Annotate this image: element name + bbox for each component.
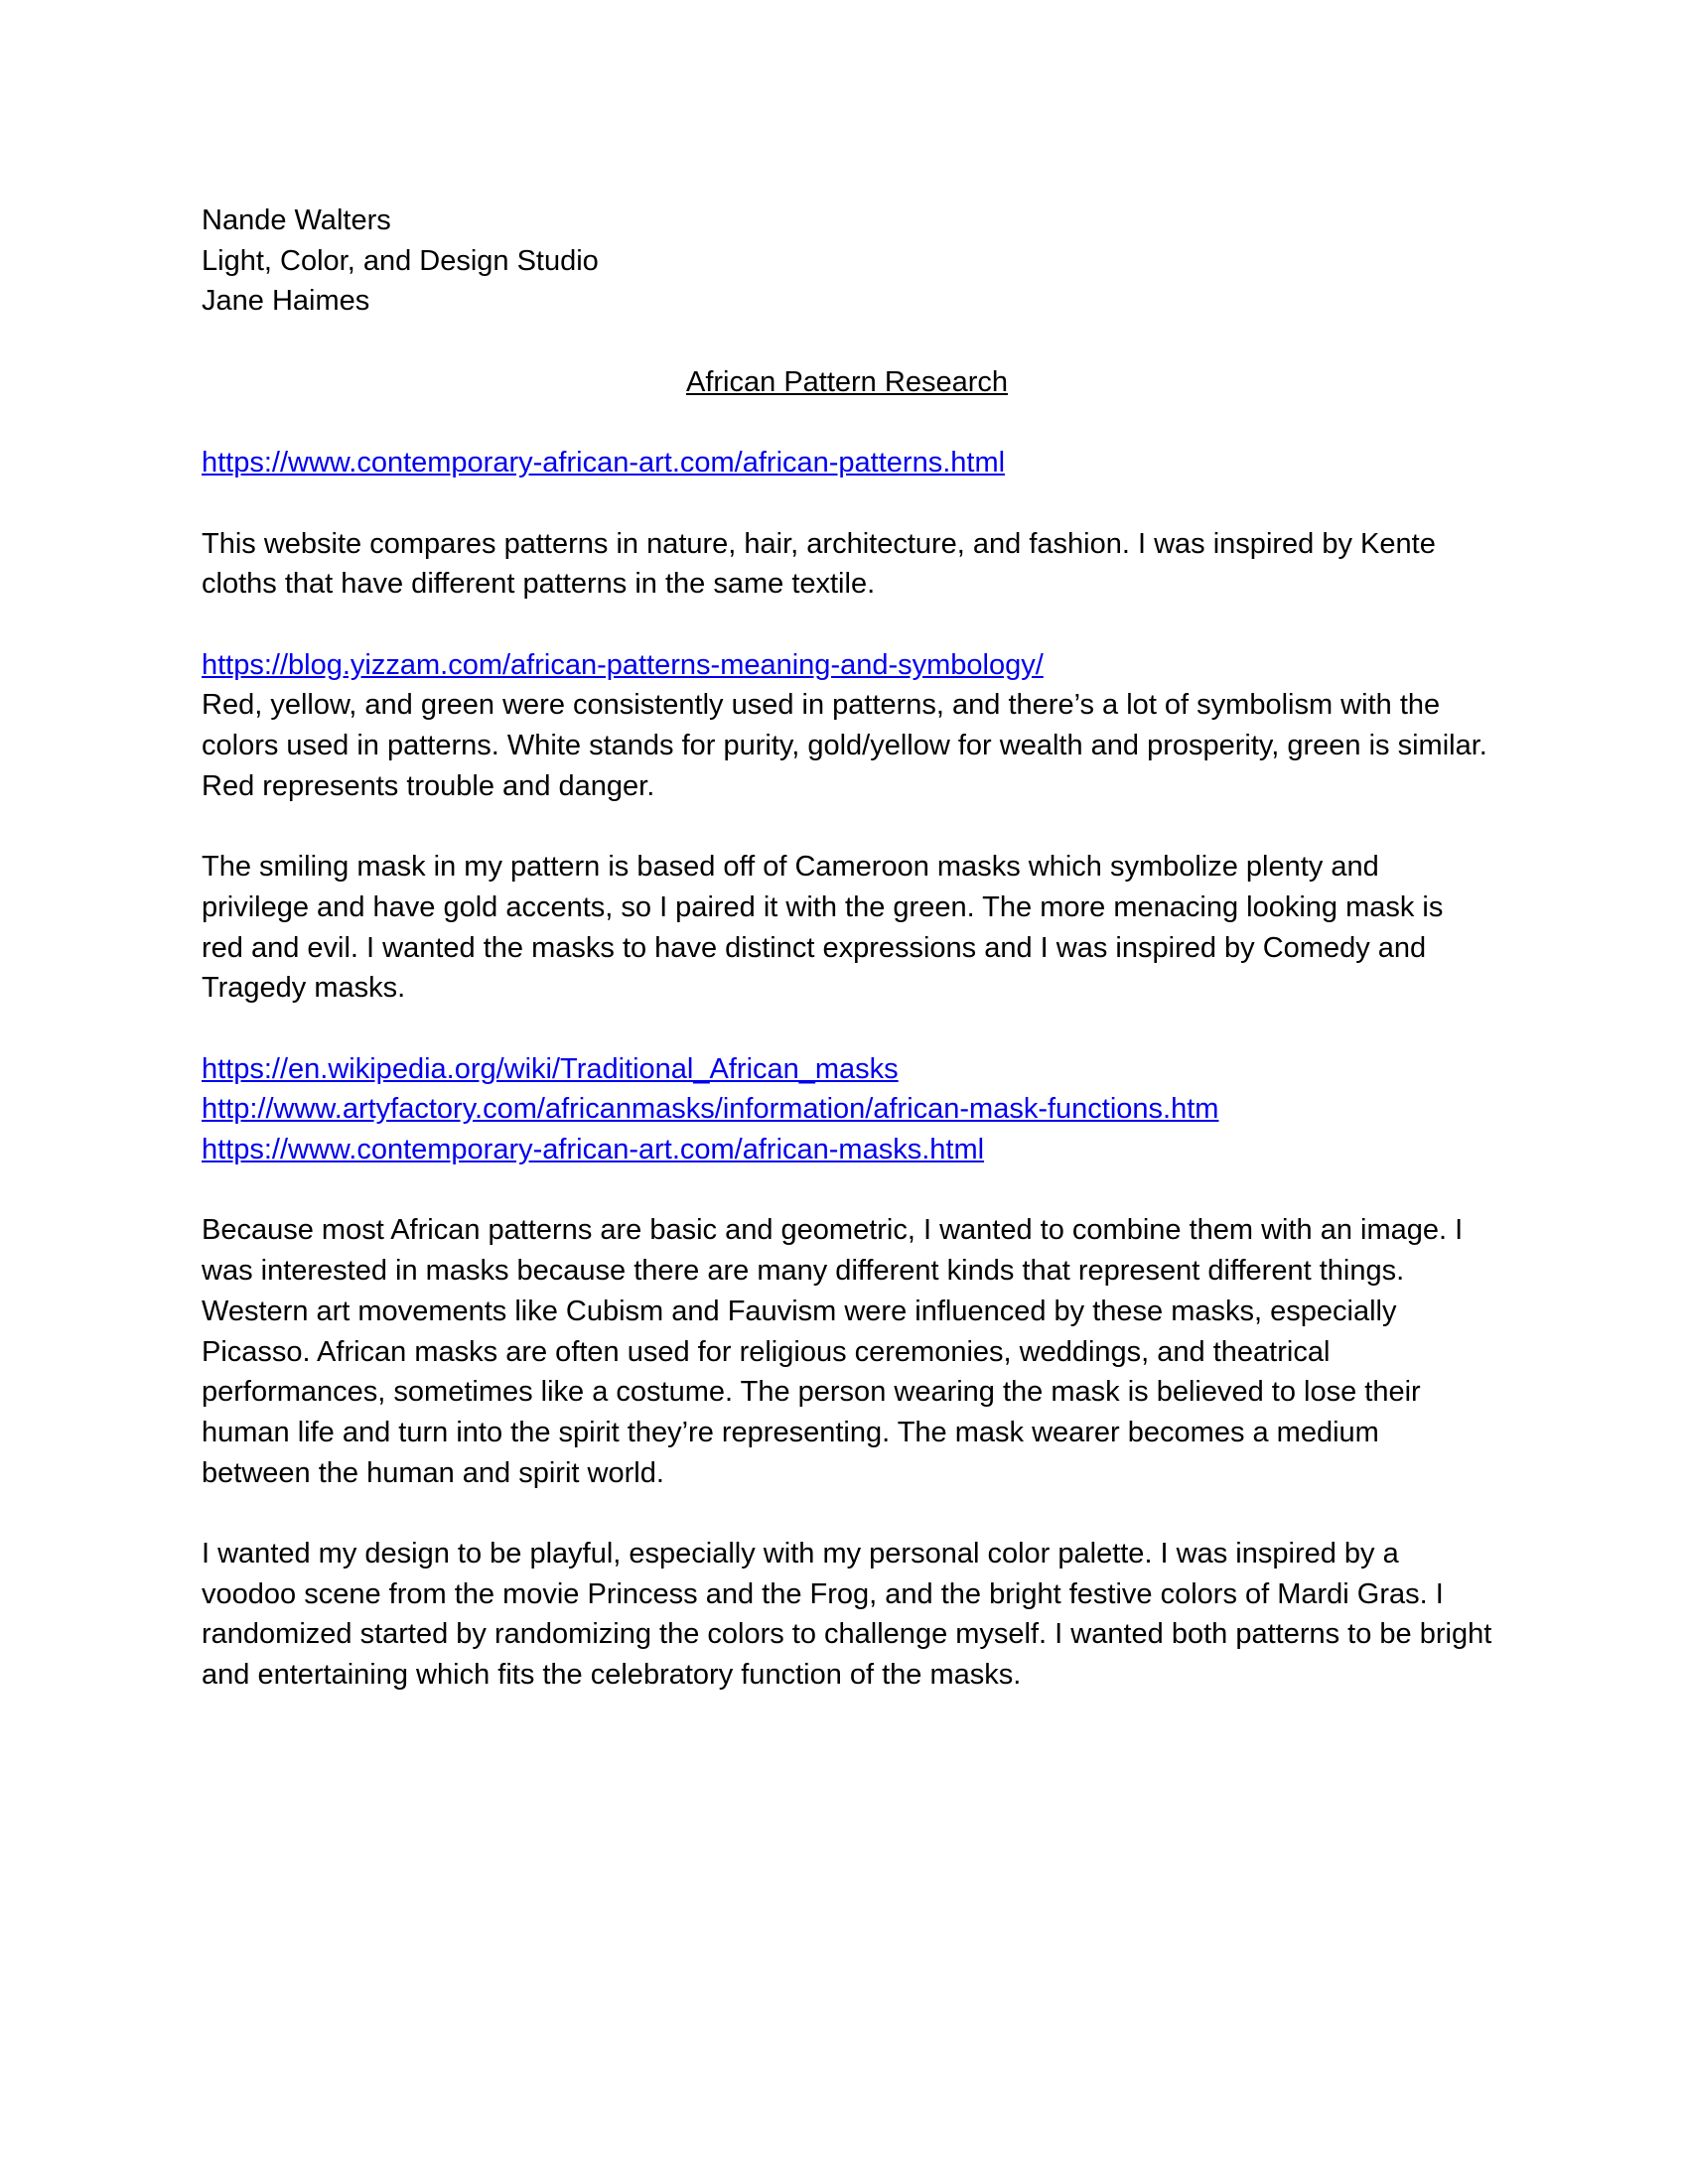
author-name: Nande Walters [202,205,391,236]
paragraph-design-playful: I wanted my design to be playful, especially with my personal color palette. I was inspired by a voodoo scene from the movie Princess and the Frog, and the bright festive colors of Mardi Gras. I randomized started by randomizing the colors to challenge myself. I wanted both patterns to be bright and entertaining which fits the celebratory function of the masks. [202,1538,1492,1692]
link-african-masks[interactable]: https://www.contemporary-african-art.com/african-masks.html [202,1134,985,1166]
link-artyfactory-masks[interactable]: http://www.artyfactory.com/africanmasks/information/african-mask-functions.htm [202,1093,1219,1126]
spacer [202,605,1492,645]
document-body [202,201,1492,1696]
spacer [202,483,1492,524]
instructor-name: Jane Haimes [202,285,370,318]
document-title-text: African Pattern Research [686,365,1008,398]
course-name: Light, Color, and Design Studio [202,244,599,277]
link-african-patterns[interactable]: https://www.contemporary-african-art.com/african-patterns.html [202,447,1006,479]
document-title [202,362,1492,403]
paragraph-color-symbolism: Red, yellow, and green were consistently used in patterns, and there’s a lot of symbolism with the colors used in patterns. White stands for purity, gold/yellow for wealth and prosperity, green is similar. Red represents trouble and danger. [202,689,1487,802]
spacer [202,806,1492,847]
link-yizzam-symbology[interactable]: https://blog.yizzam.com/african-patterns-meaning-and-symbology/ [202,648,1044,681]
header-block [202,201,1492,322]
link-wikipedia-masks[interactable]: https://en.wikipedia.org/wiki/Traditional_African_masks [202,1052,899,1085]
paragraph-masks-expressions: The smiling mask in my pattern is based off of Cameroon masks which symbolize plenty and privilege and have gold accents, so I paired it with the green. The more menacing looking mask is red and evil. I wanted the masks to have distinct expressions and I was inspired by Comedy and Tragedy masks. [202,851,1444,1005]
spacer [202,1170,1492,1211]
paragraph-kente: This website compares patterns in nature, hair, architecture, and fashion. I was inspired by Kente cloths that have different patterns in the same textile. [202,527,1436,601]
spacer [202,1009,1492,1049]
spacer [202,1493,1492,1534]
paragraph-geometric-masks: Because most African patterns are basic and geometric, I wanted to combine them with an image. I was interested in masks because there are many different kinds that represent different things. Western art movements like Cubism and Fauvism were influenced by these masks, especially Picasso. African masks are often used for religious ceremonies, weddings, and theatrical performances, sometimes like a costume. The person wearing the mask is believed to lose their human life and turn into the spirit they’re representing. The mask wearer becomes a medium between the human and spirit world. [202,1214,1464,1489]
